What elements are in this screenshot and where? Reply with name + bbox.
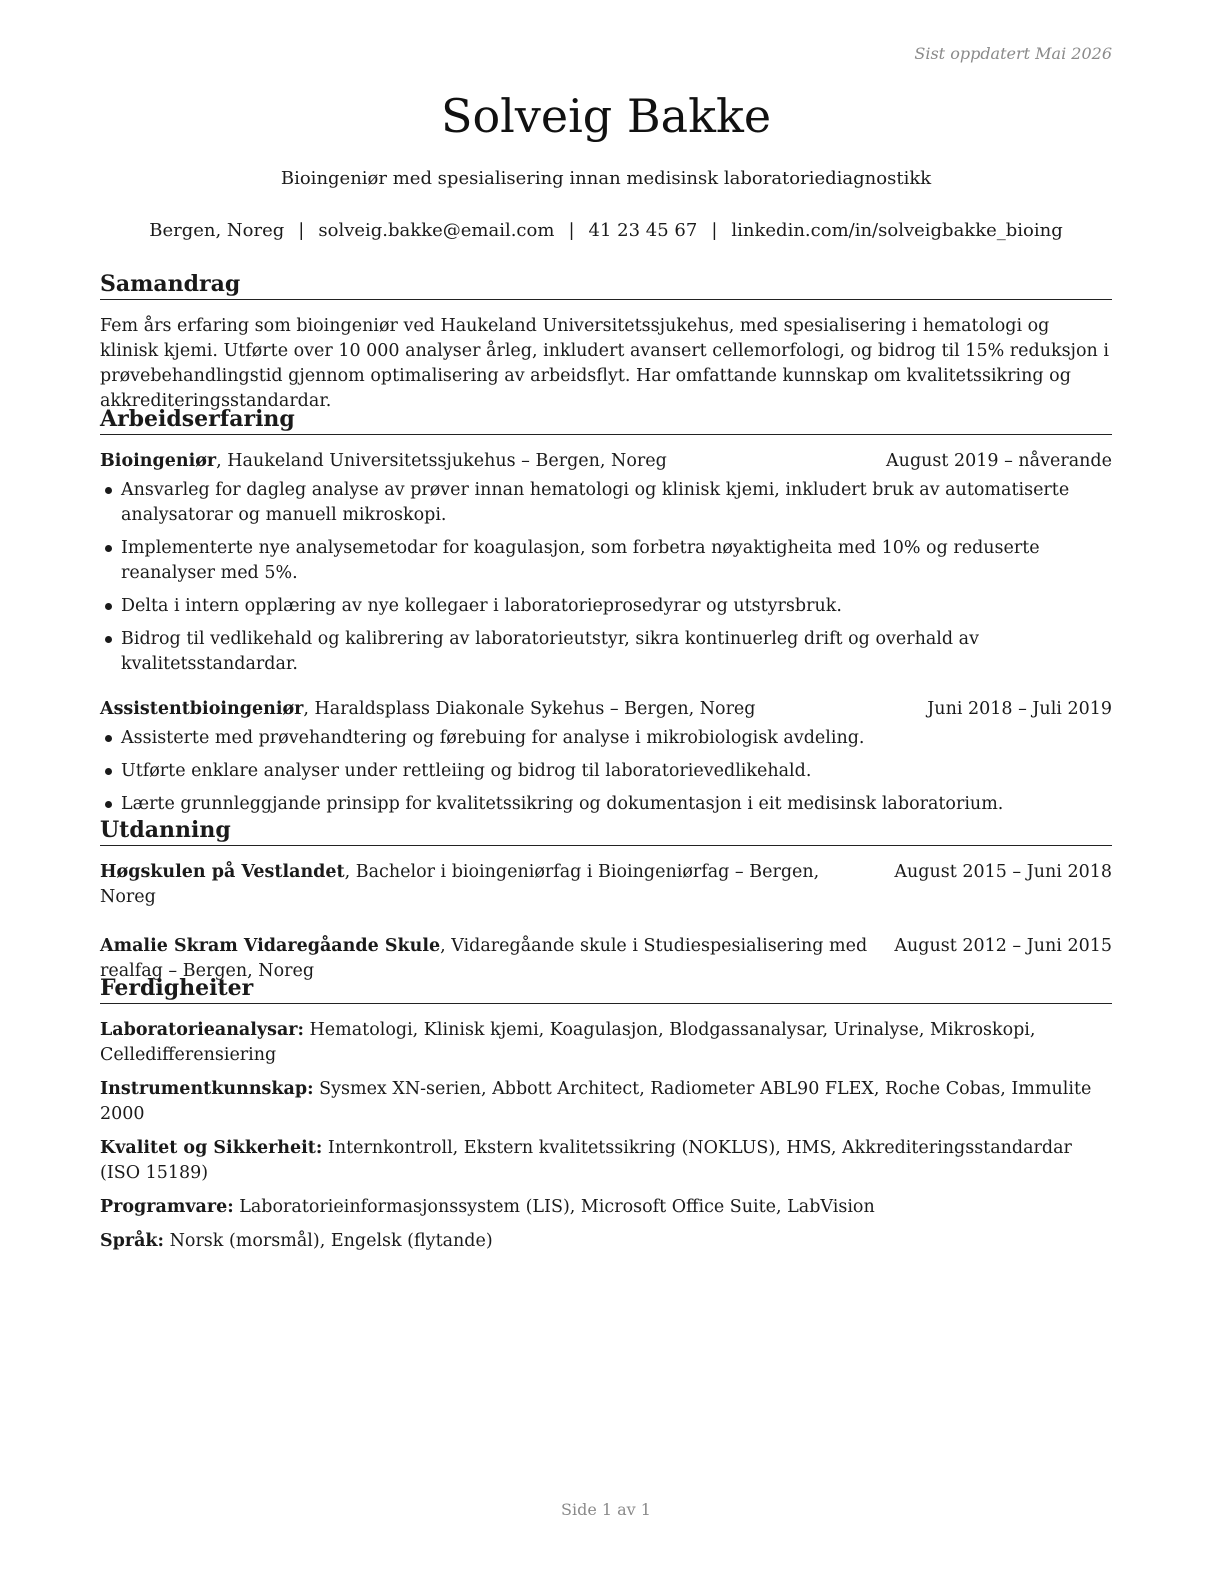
job-header — [100, 697, 1112, 722]
skill-value: Sysmex XN-serien, Abbott Architect, Radiometer ABL90 FLEX, Roche Cobas, Immulite 2000 — [100, 1079, 1092, 1124]
job-entry — [100, 697, 1112, 817]
skill-value: Laboratorieinformasjonssystem (LIS), Microsoft Office Suite, LabVision — [233, 1197, 875, 1217]
education-entry — [100, 860, 1112, 910]
summary-text: Fem års erfaring som bioingeniør ved Haukeland Universitetssjukehus, med spesialisering i hematologi og klinisk kjemi. Utførte over 10 000 analyser årleg, inkludert avansert cellemorfologi, og bidrog til 15% reduksjon i prøvebehandlingstid gjennom optimalisering av arbeidsflyt. Har omfattande kunnskap om kvalitetssikring og akkrediteringsstandardar. — [100, 316, 1109, 411]
skill-row — [100, 1229, 1112, 1254]
bullet-icon — [105, 636, 112, 643]
resume-page — [100, 0, 1112, 1584]
headline: Bioingeniør med spesialisering innan medisinsk laboratoriediagnostikk — [280, 168, 932, 189]
list-item — [100, 627, 1112, 677]
contact-separator: | — [711, 220, 718, 241]
job-bullets — [100, 478, 1112, 677]
skill-row — [100, 1136, 1112, 1186]
education-school: Amalie Skram Vidaregåande Skule — [100, 936, 441, 956]
education-dates: August 2015 – Juni 2018 — [894, 862, 1112, 882]
skills-section — [100, 974, 1112, 1263]
bullet-icon — [105, 603, 112, 610]
summary-section — [100, 270, 1112, 414]
skill-row — [100, 1077, 1112, 1127]
section-title-experience: Arbeidserfaring — [100, 405, 1112, 435]
list-item — [100, 594, 1112, 619]
contact-email[interactable]: solveig.bakke@email.com — [318, 220, 555, 241]
skill-label: Laboratorieanalysar: — [100, 1020, 304, 1040]
page-number: Side 1 av 1 — [561, 1500, 651, 1519]
skill-row — [100, 1018, 1112, 1068]
education-section — [100, 816, 1112, 984]
job-employer: , Haraldsplass Diakonale Sykehus – Bergen, Noreg — [303, 699, 756, 719]
skill-label: Programvare: — [100, 1197, 234, 1217]
job-dates: August 2019 – nåverande — [886, 451, 1112, 471]
last-updated: Sist oppdatert Mai 2026 — [914, 44, 1112, 63]
education-detail: , Vidaregåande skule i Studiespesialisering med realfag – Bergen, Noreg — [100, 936, 868, 981]
bullet-text: Utførte enklare analyser under rettleiing og bidrog til laboratorievedlikehald. — [121, 761, 812, 781]
job-employer: , Haukeland Universitetssjukehus – Bergen, Noreg — [216, 451, 667, 471]
education-dates: August 2012 – Juni 2015 — [894, 936, 1112, 956]
list-item — [100, 792, 1112, 817]
job-role: Bioingeniør — [100, 451, 217, 471]
bullet-text: Ansvarleg for dagleg analyse av prøver innan hematologi og klinisk kjemi, inkludert bruk av automatiserte analysatorar og manuell mikroskopi. — [121, 480, 1070, 525]
bullet-icon — [105, 545, 112, 552]
contact-phone: 41 23 45 67 — [588, 220, 698, 241]
skill-value: Norsk (morsmål), Engelsk (flytande) — [164, 1231, 493, 1251]
bullet-text: Delta i intern opplæring av nye kollegaer i laboratorieprosedyrar og utstyrsbruk. — [121, 596, 842, 616]
list-item — [100, 536, 1112, 586]
bullet-icon — [105, 801, 112, 808]
section-title-education: Utdanning — [100, 816, 1112, 846]
bullet-icon — [105, 735, 112, 742]
job-entry — [100, 449, 1112, 677]
section-title-skills: Ferdigheiter — [100, 974, 1112, 1004]
contact-location: Bergen, Noreg — [149, 220, 285, 241]
bullet-text: Bidrog til vedlikehald og kalibrering av laboratorieutstyr, sikra kontinuerleg drift og overhald av kvalitetsstandardar. — [121, 629, 979, 674]
contact-separator: | — [568, 220, 575, 241]
bullet-icon — [105, 768, 112, 775]
experience-section — [100, 405, 1112, 825]
list-item — [100, 759, 1112, 784]
candidate-name: Solveig Bakke — [440, 89, 772, 143]
section-title-summary: Samandrag — [100, 270, 1112, 300]
contact-linkedin[interactable]: linkedin.com/in/solveigbakke_bioing — [731, 220, 1063, 241]
bullet-text: Lærte grunnleggjande prinsipp for kvalitetssikring og dokumentasjon i eit medisinsk laboratorium. — [121, 794, 1004, 814]
skill-value: Hematologi, Klinisk kjemi, Koagulasjon, Blodgassanalysar, Urinalyse, Mikroskopi, Celledifferensiering — [100, 1020, 1036, 1065]
contact-line — [100, 218, 1112, 244]
skills-list — [100, 1018, 1112, 1254]
skill-label: Kvalitet og Sikkerheit: — [100, 1138, 323, 1158]
list-item — [100, 478, 1112, 528]
bullet-text: Assisterte med prøvehandtering og førebuing for analyse i mikrobiologisk avdeling. — [121, 728, 865, 748]
bullet-text: Implementerte nye analysemetodar for koagulasjon, som forbetra nøyaktigheita med 10% og reduserte reanalyser med 5%. — [121, 538, 1040, 583]
skill-label: Språk: — [100, 1231, 165, 1251]
skill-label: Instrumentkunnskap: — [100, 1079, 314, 1099]
skill-row — [100, 1195, 1112, 1220]
job-header — [100, 449, 1112, 474]
education-school: Høgskulen på Vestlandet — [100, 862, 345, 882]
job-dates: Juni 2018 – Juli 2019 — [927, 699, 1112, 719]
bullet-icon — [105, 487, 112, 494]
job-role: Assistentbioingeniør — [100, 699, 304, 719]
list-item — [100, 726, 1112, 751]
skill-value: Internkontroll, Ekstern kvalitetssikring (NOKLUS), HMS, Akkrediteringsstandardar (ISO 15189) — [100, 1138, 1072, 1183]
job-bullets — [100, 726, 1112, 817]
education-detail: , Bachelor i bioingeniørfag i Bioingeniørfag – Bergen, Noreg — [100, 862, 820, 907]
contact-separator: | — [298, 220, 305, 241]
